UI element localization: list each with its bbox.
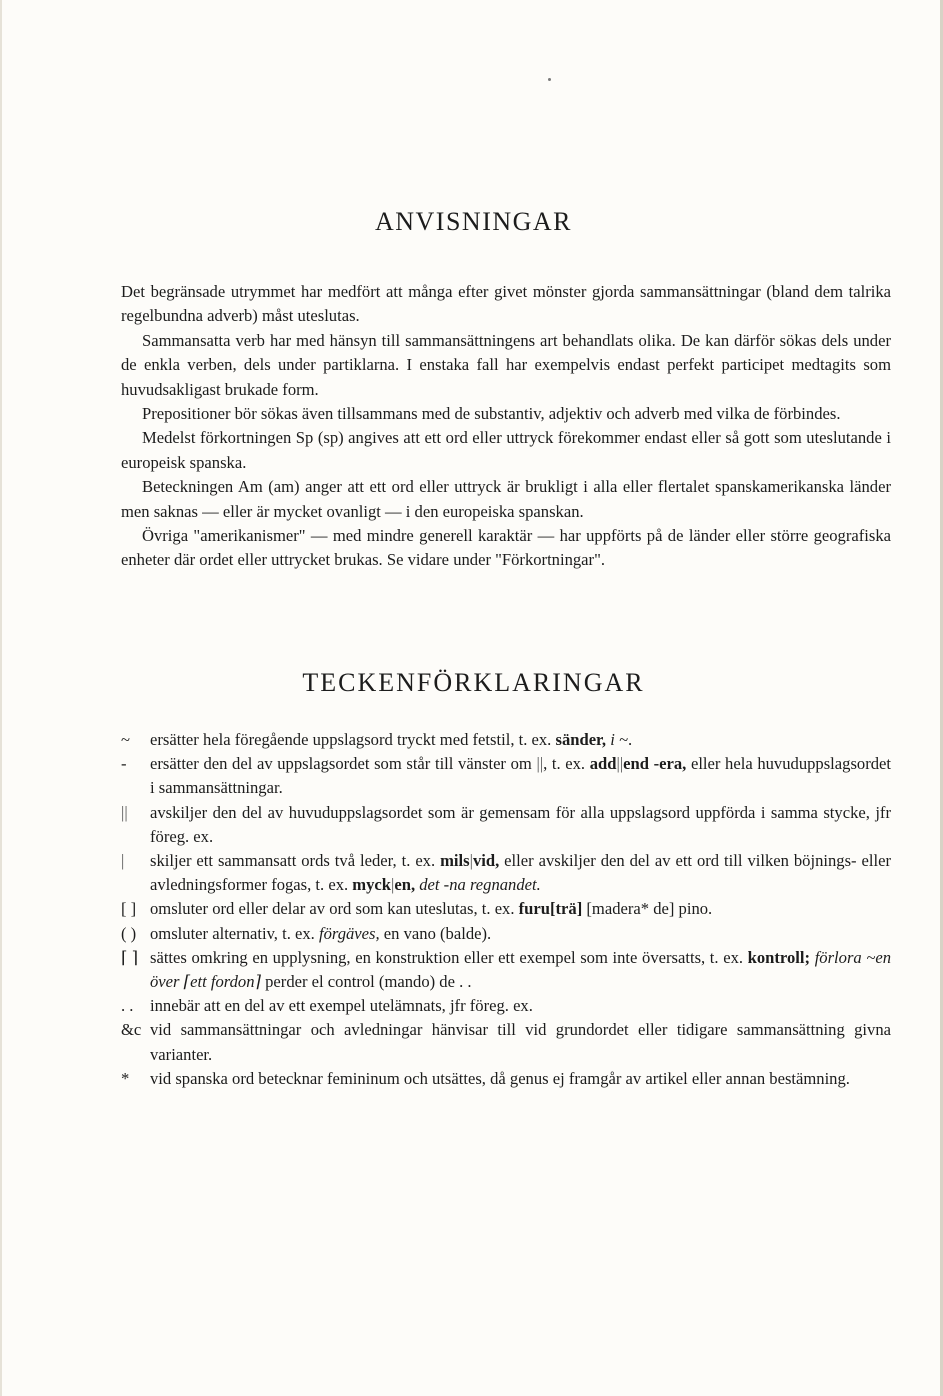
symbol-corner-brackets: ⌈ ⌉	[121, 947, 139, 967]
symbol-asterisk: *	[121, 1068, 130, 1088]
teckenforklaringar-title: TECKENFÖRKLARINGAR	[302, 668, 645, 697]
legend-description: omsluter ord eller delar av ord som kan uteslutas, t. ex. furu[trä] [madera* de] pino.	[150, 899, 713, 919]
legend-description: vid sammansättningar och avledningar hänvisar till vid grundordet eller tidigare sammansättning givna varianter.	[150, 1020, 891, 1064]
legend-row-double-bar	[121, 801, 891, 849]
legend-description: ersätter hela föregående uppslagsord tryckt med fetstil, t. ex. sänder, i ~.	[150, 730, 633, 749]
paragraph-6: Övriga "amerikanismer" — med mindre generell karaktär — har uppförts på de länder eller större geografiska enheter där ordet eller uttrycket brukas. Se vidare under "Förkortningar".	[121, 526, 891, 570]
legend-description: innebär att en del av ett exempel utelämnats, jfr föreg. ex.	[150, 996, 533, 1016]
symbol-hyphen: -	[121, 754, 127, 774]
symbol-ellipsis: . .	[121, 996, 134, 1016]
symbol-etc: &c	[121, 1020, 142, 1040]
legend-row-single-bar	[121, 849, 891, 897]
paragraph-1: Det begränsade utrymmet har medfört att många efter givet mönster gjorda sammansättningar (bland dem talrika regelbundna adverb) måst uteslutas.	[121, 282, 891, 326]
paragraph-5: Beteckningen Am (am) anger att ett ord eller uttryck är brukligt i alla eller flertalet spanskamerikanska länder men saknas — eller är mycket ovanligt — i den europeiska spanskan.	[121, 477, 891, 521]
legend-row-square-brackets	[121, 897, 891, 921]
legend-description: sättes omkring en upplysning, en konstruktion eller ett exempel som inte översatts, t. ex. kontroll; förlora ~en över ⌈ett fordon⌉ perder el control (mando) de . .	[150, 947, 891, 992]
symbol-tilde: ~	[121, 730, 130, 749]
anvisningar-body	[121, 280, 891, 573]
symbol-square-brackets: [ ]	[121, 899, 137, 919]
legend-row-tilde	[121, 728, 891, 752]
anvisningar-title: ANVISNINGAR	[374, 207, 573, 236]
symbol-single-bar: |	[121, 851, 125, 871]
dust-speck	[548, 78, 551, 81]
paragraph-2: Sammansatta verb har med hänsyn till sammansättningens art behandlats olika. De kan därför sökas dels under de enkla verben, dels under partiklarna. I enstaka fall har exempelvis endast perfekt participet medtagits som huvudsakligast brukade form.	[121, 330, 891, 399]
legend-description: vid spanska ord betecknar femininum och utsättes, då genus ej framgår av artikel eller annan bestämning.	[150, 1068, 850, 1088]
paragraph-3: Prepositioner bör sökas även tillsammans med de substantiv, adjektiv och adverb med vilka de förbindes.	[142, 404, 841, 424]
symbol-double-bar: ||	[121, 802, 128, 822]
legend-row-parentheses	[121, 922, 891, 946]
paragraph-4: Medelst förkortningen Sp (sp) angives att ett ord eller uttryck förekommer endast eller så gott som uteslutande i europeisk spanska.	[121, 428, 891, 472]
legend-description: avskiljer den del av huvuduppslagsordet som är gemensam för alla uppslagsord uppförda i samma stycke, jfr föreg. ex.	[150, 802, 891, 846]
symbol-legend	[121, 728, 891, 1091]
legend-row-hyphen	[121, 752, 891, 800]
legend-description: skiljer ett sammansatt ords två leder, t. ex. mils|vid, eller avskiljer den del av ett ord till vilken böjnings- eller avledningsformer fogas, t. ex. myck|en, det -na regnandet.	[150, 851, 891, 895]
legend-description: ersätter den del av uppslagsordet som står till vänster om ||, t. ex. add||end -era, eller hela huvuduppslagsordet i sammansättningar.	[150, 754, 891, 798]
legend-row-corner-brackets	[121, 946, 891, 994]
legend-description: omsluter alternativ, t. ex. förgäves, en vano (balde).	[150, 923, 492, 943]
legend-row-etc	[121, 1018, 891, 1066]
symbol-parentheses: ( )	[121, 923, 137, 943]
legend-row-ellipsis	[121, 994, 891, 1018]
legend-row-asterisk	[121, 1067, 891, 1091]
